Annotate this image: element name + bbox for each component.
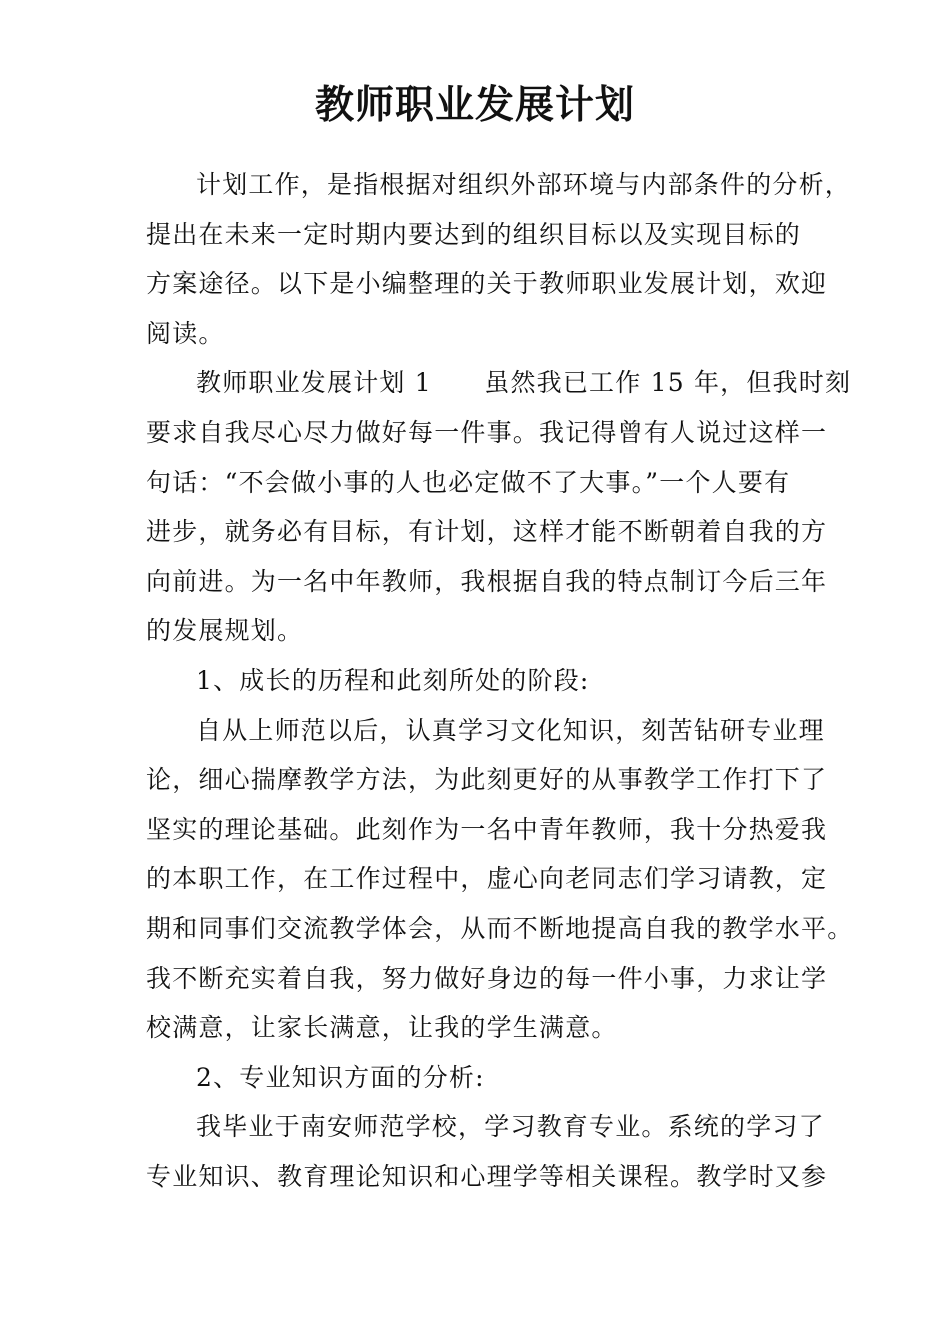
paragraph-line: 的发展规划。 [146,616,304,646]
paragraph-line: 阅读。 [146,318,225,348]
paragraph-line: 校满意，让家长满意，让我的学生满意。 [146,1013,618,1043]
paragraph-line: 教师职业发展计划 1 虽然我已工作 15 年，但我时刻 [196,368,852,398]
paragraph-line: 方案途径。以下是小编整理的关于教师职业发展计划，欢迎 [146,269,828,299]
paragraph-line: 坚实的理论基础。此刻作为一名中青年教师，我十分热爱我 [146,814,828,844]
paragraph-line: 期和同事们交流教学体会，从而不断地提高自我的教学水平。 [146,913,854,943]
paragraph-line: 进步，就务必有目标，有计划，这样才能不断朝着自我的方 [146,517,828,547]
paragraph-line: 我不断充实着自我，努力做好身边的每一件小事，力求让学 [146,963,828,993]
section-heading-line: 1、成长的历程和此刻所处的阶段: [196,665,590,695]
section-heading-line: 2、专业知识方面的分析: [196,1062,485,1092]
document-title: 教师职业发展计划 [314,83,635,128]
paragraph-line: 的本职工作，在工作过程中，虚心向老同志们学习请教，定 [146,864,828,894]
paragraph-line: 句话：“不会做小事的人也必定做不了大事。”一个人要有 [146,467,791,497]
document-body [146,160,854,1201]
paragraph-line: 向前进。为一名中年教师，我根据自我的特点制订今后三年 [146,566,828,596]
paragraph-line: 我毕业于南安师范学校，学习教育专业。系统的学习了 [196,1112,825,1142]
paragraph-line: 计划工作，是指根据对组织外部环境与内部条件的分析， [196,170,852,199]
paragraph-line: 专业知识、教育理论知识和心理学等相关课程。教学时又参 [146,1161,828,1191]
paragraph-line: 要求自我尽心尽力做好每一件事。我记得曾有人说过这样一 [146,417,828,447]
paragraph-line: 自从上师范以后，认真学习文化知识，刻苦钻研专业理 [196,715,825,745]
paragraph-line: 论，细心揣摩教学方法，为此刻更好的从事教学工作打下了 [146,765,828,795]
paragraph-line: 提出在未来一定时期内要达到的组织目标以及实现目标的 [146,219,802,249]
